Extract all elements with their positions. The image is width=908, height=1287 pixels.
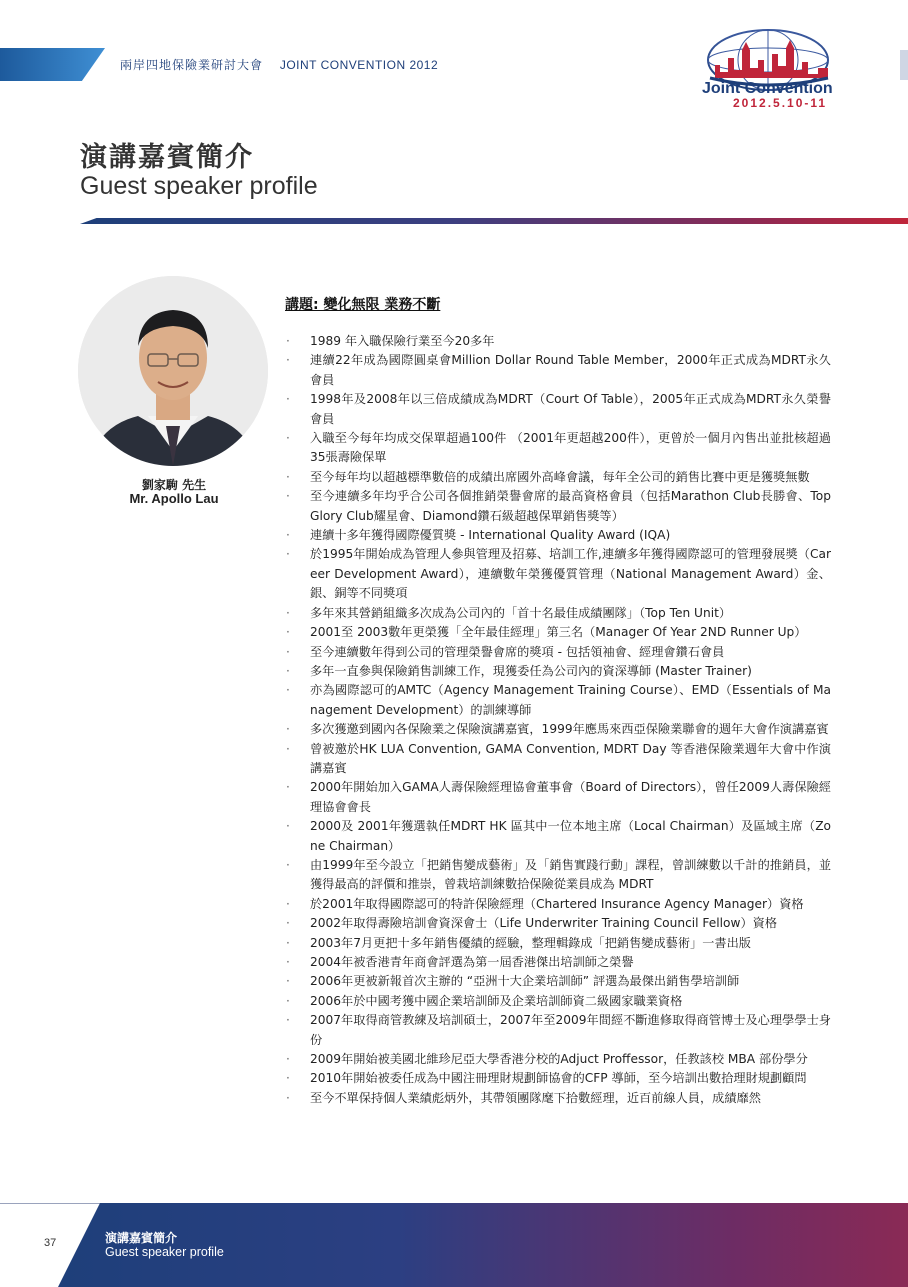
- profile-bullet-item: [286, 914, 831, 933]
- bullet-dot: ·: [286, 605, 290, 620]
- speaker-name-en: Mr. Apollo Lau: [129, 491, 219, 506]
- speaker-name-zh: 劉家駒 先生: [141, 478, 207, 492]
- bullet-text: 2009年開始被美國北維珍尼亞大學香港分校的Adjuct Proffessor，任教該校 MBA 部份學分: [310, 1052, 808, 1067]
- bullet-dot: ·: [286, 663, 290, 678]
- profile-bullet-item: [286, 429, 831, 468]
- bullet-dot: ·: [286, 353, 290, 368]
- bullet-dot: ·: [286, 547, 290, 562]
- bullet-text: 曾被邀於HK LUA Convention, GAMA Convention, MDRT Day 等香港保險業週年大會中作演講嘉賓: [310, 741, 831, 775]
- bullet-text: 2000及 2001年獲選執任MDRT HK 區其中一位本地主席（Local Chairman）及區域主席（Zone Chairman）: [310, 819, 831, 853]
- profile-bullet-item: [286, 934, 831, 953]
- bullet-text: 2000年開始加入GAMA人壽保險經理協會董事會（Board of Directors），曾任2009人壽保險經理協會會長: [310, 780, 831, 814]
- profile-bullet-item: [286, 332, 831, 351]
- bullet-text: 2001至 2003數年更榮獲「全年最佳經理」第三名（Manager Of Year 2ND Runner Up）: [310, 625, 807, 640]
- profile-bullet-item: [286, 992, 831, 1011]
- profile-bullet-item: [286, 953, 831, 972]
- bullet-dot: ·: [286, 489, 290, 504]
- bullet-text: 由1999年至今設立「把銷售變成藝術」及「銷售實踐行動」課程，曾訓練數以千計的推銷員，並獲得最高的評價和推崇，曾栽培訓練數拾保險從業員成為 MDRT: [310, 857, 831, 892]
- bullet-dot: ·: [286, 896, 290, 911]
- bullet-dot: ·: [286, 644, 290, 659]
- convention-name-en: JOINT CONVENTION 2012: [279, 58, 439, 72]
- bullet-text: 2002年取得壽險培訓會資深會士（Life Underwriter Training Council Fellow）資格: [310, 916, 778, 931]
- bullet-text: 1989 年入職保險行業至今20多年: [310, 334, 495, 348]
- bullet-text: 多次獲邀到國內各保險業之保險演講嘉賓，1999年應馬來西亞保險業聯會的週年大會作演講嘉賓: [310, 722, 829, 737]
- bullet-dot: ·: [286, 935, 290, 950]
- footer-title-en: Guest speaker profile: [105, 1245, 224, 1259]
- convention-name-zh: 兩岸四地保險業研討大會: [120, 58, 264, 72]
- bullet-dot: ·: [286, 528, 290, 543]
- profile-bullet-item: [286, 623, 831, 642]
- bullet-dot: ·: [286, 819, 290, 834]
- profile-bullet-item: [286, 972, 831, 991]
- profile-bullet-item: [286, 1050, 831, 1069]
- bullet-dot: ·: [286, 993, 290, 1008]
- page-title-en: Guest speaker profile: [80, 172, 318, 200]
- bullet-dot: ·: [286, 683, 290, 698]
- logo-title: Joint Convention: [702, 80, 833, 97]
- bullet-text: 2006年於中國考獲中國企業培訓師及企業培訓師資二級國家職業資格: [310, 993, 683, 1008]
- profile-bullet-item: [286, 351, 831, 390]
- bullet-text: 連續22年成為國際圓桌會Million Dollar Round Table Member，2000年正式成為MDRT永久會員: [310, 353, 831, 387]
- page-title-zh: 演講嘉賓簡介: [80, 142, 254, 173]
- bullet-dot: ·: [286, 780, 290, 795]
- profile-bullet-item: [286, 1011, 831, 1050]
- bullet-text: 至今每年均以超越標準數倍的成績出席國外高峰會議，每年全公司的銷售比賽中更是獲獎無數: [310, 469, 810, 484]
- bullet-text: 亦為國際認可的AMTC（Agency Management Training Course）、EMD（Essentials of Management Development）的訓練導師: [310, 683, 831, 717]
- footer-title-zh: 演講嘉賓簡介: [105, 1231, 178, 1245]
- bullet-dot: ·: [286, 1013, 290, 1028]
- bullet-dot: ·: [286, 1052, 290, 1067]
- profile-bullet-item: [286, 1069, 831, 1088]
- speech-topic: 講題: 變化無限 業務不斷: [285, 297, 441, 313]
- logo-date: 2012.5.10-11: [733, 96, 828, 110]
- bullet-text: 於1995年開始成為管理人參與管理及招募、培訓工作,連續多年獲得國際認可的管理發展奬（Career Development Award），連續數年榮獲優質管理（National Management Award）金、銀、銅等不同獎項: [310, 547, 831, 601]
- bullet-dot: ·: [286, 955, 290, 969]
- profile-bullet-item: [286, 390, 831, 429]
- profile-bullet-item: [286, 681, 831, 720]
- bullet-dot: ·: [286, 625, 290, 640]
- bullet-text: 2003年7月更把十多年銷售優績的經驗，整理輯錄成「把銷售變成藝術」一書出版: [310, 935, 751, 950]
- bullet-text: 2007年取得商管教練及培訓碩士，2007年至2009年間經不斷進修取得商管博士及心理學學士身份: [310, 1013, 831, 1047]
- bullet-text: 至今不單保持個人業績彪炳外，其帶領團隊麾下拾數經理，近百前線人員，成績靡然: [310, 1090, 761, 1105]
- bullet-dot: ·: [286, 334, 290, 348]
- profile-bullet-item: [286, 817, 831, 856]
- bullet-text: 於2001年取得國際認可的特許保險經理（Chartered Insurance Agency Manager）資格: [310, 896, 804, 911]
- profile-bullet-item: [286, 643, 831, 662]
- profile-bullet-item: [286, 545, 831, 603]
- bullet-dot: ·: [286, 1090, 290, 1105]
- header-accent-tab: [0, 48, 105, 81]
- profile-bullet-item: [286, 526, 831, 545]
- profile-bullet-item: [286, 1089, 831, 1108]
- bullet-dot: ·: [286, 741, 290, 756]
- bullet-dot: ·: [286, 857, 290, 872]
- page-number: 37: [44, 1237, 57, 1249]
- profile-bullet-item: [286, 740, 831, 779]
- profile-bullet-item: [286, 895, 831, 914]
- bullet-dot: ·: [286, 431, 290, 446]
- bullet-text: 至今連續多年均乎合公司各個推銷榮譽會席的最高資格會員（包括Marathon Club長勝會、Top Glory Club耀星會、Diamond鑽石級超越保單銷售獎等）: [310, 489, 831, 523]
- bullet-text: 2004年被香港青年商會評選為第一屆香港傑出培訓師之榮譽: [310, 955, 634, 969]
- speaker-photo: [78, 276, 268, 466]
- profile-bullet-list: [286, 332, 831, 1108]
- bullet-text: 2006年更被新報首次主辦的 “亞洲十大企業培訓師” 評選為最傑出銷售學培訓師: [310, 974, 740, 989]
- bullet-dot: ·: [286, 392, 290, 407]
- profile-bullet-item: [286, 778, 831, 817]
- bullet-dot: ·: [286, 974, 290, 989]
- bullet-text: 入職至今每年均成交保單超過100件 （2001年更超越200件），更曾於一個月內售出並批核超過35張壽險保單: [310, 431, 831, 465]
- bullet-text: 2010年開始被委任成為中國注冊理財規劃師協會的CFP 導師，至今培訓出數拾理財規劃顧問: [310, 1071, 807, 1086]
- profile-bullet-item: [286, 720, 831, 739]
- bullet-dot: ·: [286, 916, 290, 931]
- profile-bullet-item: [286, 487, 831, 526]
- title-divider-bar: [80, 218, 908, 224]
- bullet-text: 多年來其營銷組織多次成為公司內的「首十名最佳成績團隊」（Top Ten Unit）: [310, 605, 732, 620]
- bullet-text: 至今連續數年得到公司的管理榮譽會席的獎項 - 包括領袖會、經理會鑽石會員: [310, 644, 725, 659]
- convention-header: [120, 56, 438, 73]
- bullet-text: 連續十多年獲得國際優質獎 - International Quality Award (IQA): [310, 528, 671, 543]
- bullet-dot: ·: [286, 469, 290, 484]
- profile-bullet-item: [286, 856, 831, 895]
- bullet-text: 多年一直參與保險銷售訓練工作，現獲委任為公司內的資深導師 (Master Trainer): [310, 663, 752, 678]
- profile-bullet-item: [286, 662, 831, 681]
- edge-decoration: [900, 50, 908, 80]
- bullet-text: 1998年及2008年以三倍成績成為MDRT（Court Of Table），2005年正式成為MDRT永久榮譽會員: [310, 392, 831, 426]
- profile-bullet-item: [286, 468, 831, 487]
- profile-bullet-item: [286, 604, 831, 623]
- bullet-dot: ·: [286, 1071, 290, 1086]
- bullet-dot: ·: [286, 722, 290, 737]
